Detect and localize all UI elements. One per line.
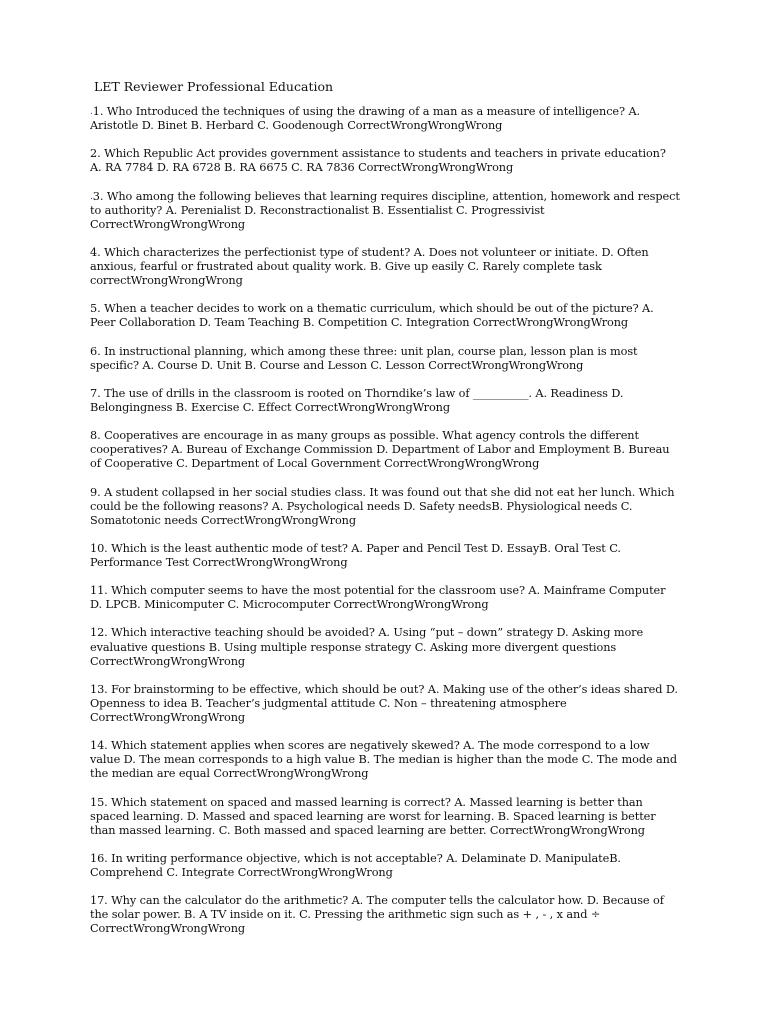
question-text: 5. When a teacher decides to work on a thematic curriculum, which should be out of the picture? A. Peer Collaboration D. Team Teaching B. Competition C. Integration CorrectWrongWrongWrong (90, 302, 654, 330)
question-2 (90, 147, 680, 175)
question-text: 3. Who among the following believes that learning requires discipline, attention, homework and respect to authority? A. Perenialist D. Reconstractionalist B. Essentialist C. Progressivist CorrectWrongWrongWrong (90, 189, 680, 231)
question-marker: . (90, 107, 93, 117)
question-text: 9. A student collapsed in her social studies class. It was found out that she did not eat her lunch. Which could be the following reasons? A. Psychological needs D. Safety needsB. Physiological needs C. Somatotonic needs CorrectWrongWrongWrong (90, 485, 675, 527)
question-5 (90, 302, 680, 330)
question-text: 4. Which characterizes the perfectionist type of student? A. Does not volunteer or initiate. D. Often anxious, fearful or frustrated about quality work. B. Give up easily C. Rarely complete task correctWrongWrongWrong (90, 245, 649, 288)
question-text: 11. Which computer seems to have the most potential for the classroom use? A. Mainframe Computer D. LPCB. Minicomputer C. Microcomputer CorrectWrongWrongWrong (90, 584, 666, 612)
question-3 (90, 190, 680, 232)
question-10 (90, 542, 680, 570)
question-4 (90, 246, 680, 288)
question-8 (90, 429, 680, 471)
question-text: 7. The use of drills in the classroom is rooted on Thorndike’s law of __________. A. Readiness D. Belongingness B. Exercise C. Effect CorrectWrongWrongWrong (90, 386, 624, 414)
question-text: 16. In writing performance objective, which is not acceptable? A. Delaminate D. ManipulateB. Comprehend C. Integrate CorrectWrongWrongWrong (90, 851, 621, 880)
question-text: 8. Cooperatives are encourage in as many groups as possible. What agency controls the different cooperatives? A. Bureau of Exchange Commission D. Department of Labor and Employment B. Bureau of Cooperative C. Department of Local Government CorrectWrongWrongWrong (90, 429, 670, 471)
question-marker: . (90, 191, 93, 202)
question-12 (90, 626, 680, 668)
question-15 (90, 796, 680, 838)
question-text: 17. Why can the calculator do the arithmetic? A. The computer tells the calculator how. D. Because of the solar power. B. A TV inside on it. C. Pressing the arithmetic sign such as + , - , x and ÷ CorrectWrongWrongWrong (90, 894, 664, 936)
question-7 (90, 387, 680, 415)
question-text: 10. Which is the least authentic mode of test? A. Paper and Pencil Test D. EssayB. Oral Test C. Performance Test CorrectWrongWrongWrong (90, 541, 621, 569)
question-6 (90, 345, 680, 373)
question-text: 12. Which interactive teaching should be avoided? A. Using “put – down” strategy D. Asking more evaluative questions B. Using multiple response strategy C. Asking more divergent questions CorrectWrongWrongWrong (90, 626, 644, 668)
question-13 (90, 683, 680, 725)
question-text: 2. Which Republic Act provides government assistance to students and teachers in private education? A. RA 7784 D. RA 6728 B. RA 6675 C. RA 7836 CorrectWrongWrongWrong (90, 147, 666, 175)
question-1 (90, 105, 680, 133)
question-17 (90, 894, 680, 936)
document-page (90, 79, 680, 951)
question-text: 13. For brainstorming to be effective, which should be out? A. Making use of the other’s ideas shared D. Openness to idea B. Teacher’s judgmental attitude C. Non – threatening atmosphere CorrectWrongWrongWrong (90, 682, 678, 725)
question-text: 15. Which statement on spaced and massed learning is correct? A. Massed learning is better than spaced learning. D. Massed and spaced learning are worst for learning. B. Spaced learning is better than massed learning. C. Both massed and spaced learning are better. CorrectWrongWrongWrong (90, 795, 656, 837)
question-14 (90, 739, 680, 781)
document-title: LET Reviewer Professional Education (94, 79, 334, 94)
question-text: 6. In instructional planning, which among these three: unit plan, course plan, lesson plan is most specific? A. Course D. Unit B. Course and Lesson C. Lesson CorrectWrongWrongWrong (90, 344, 638, 372)
question-11 (90, 584, 680, 612)
question-text: 1. Who Introduced the techniques of using the drawing of a man as a measure of intelligence? A. Aristotle D. Binet B. Herbard C. Goodenough CorrectWrongWrongWrong (90, 105, 640, 133)
question-text: 14. Which statement applies when scores are negatively skewed? A. The mode correspond to a low value D. The mean corresponds to a high value B. The median is higher than the mode C. The mode and the median are equal CorrectWrongWrongWrong (90, 739, 677, 781)
question-16 (90, 852, 680, 880)
question-9 (90, 486, 680, 528)
